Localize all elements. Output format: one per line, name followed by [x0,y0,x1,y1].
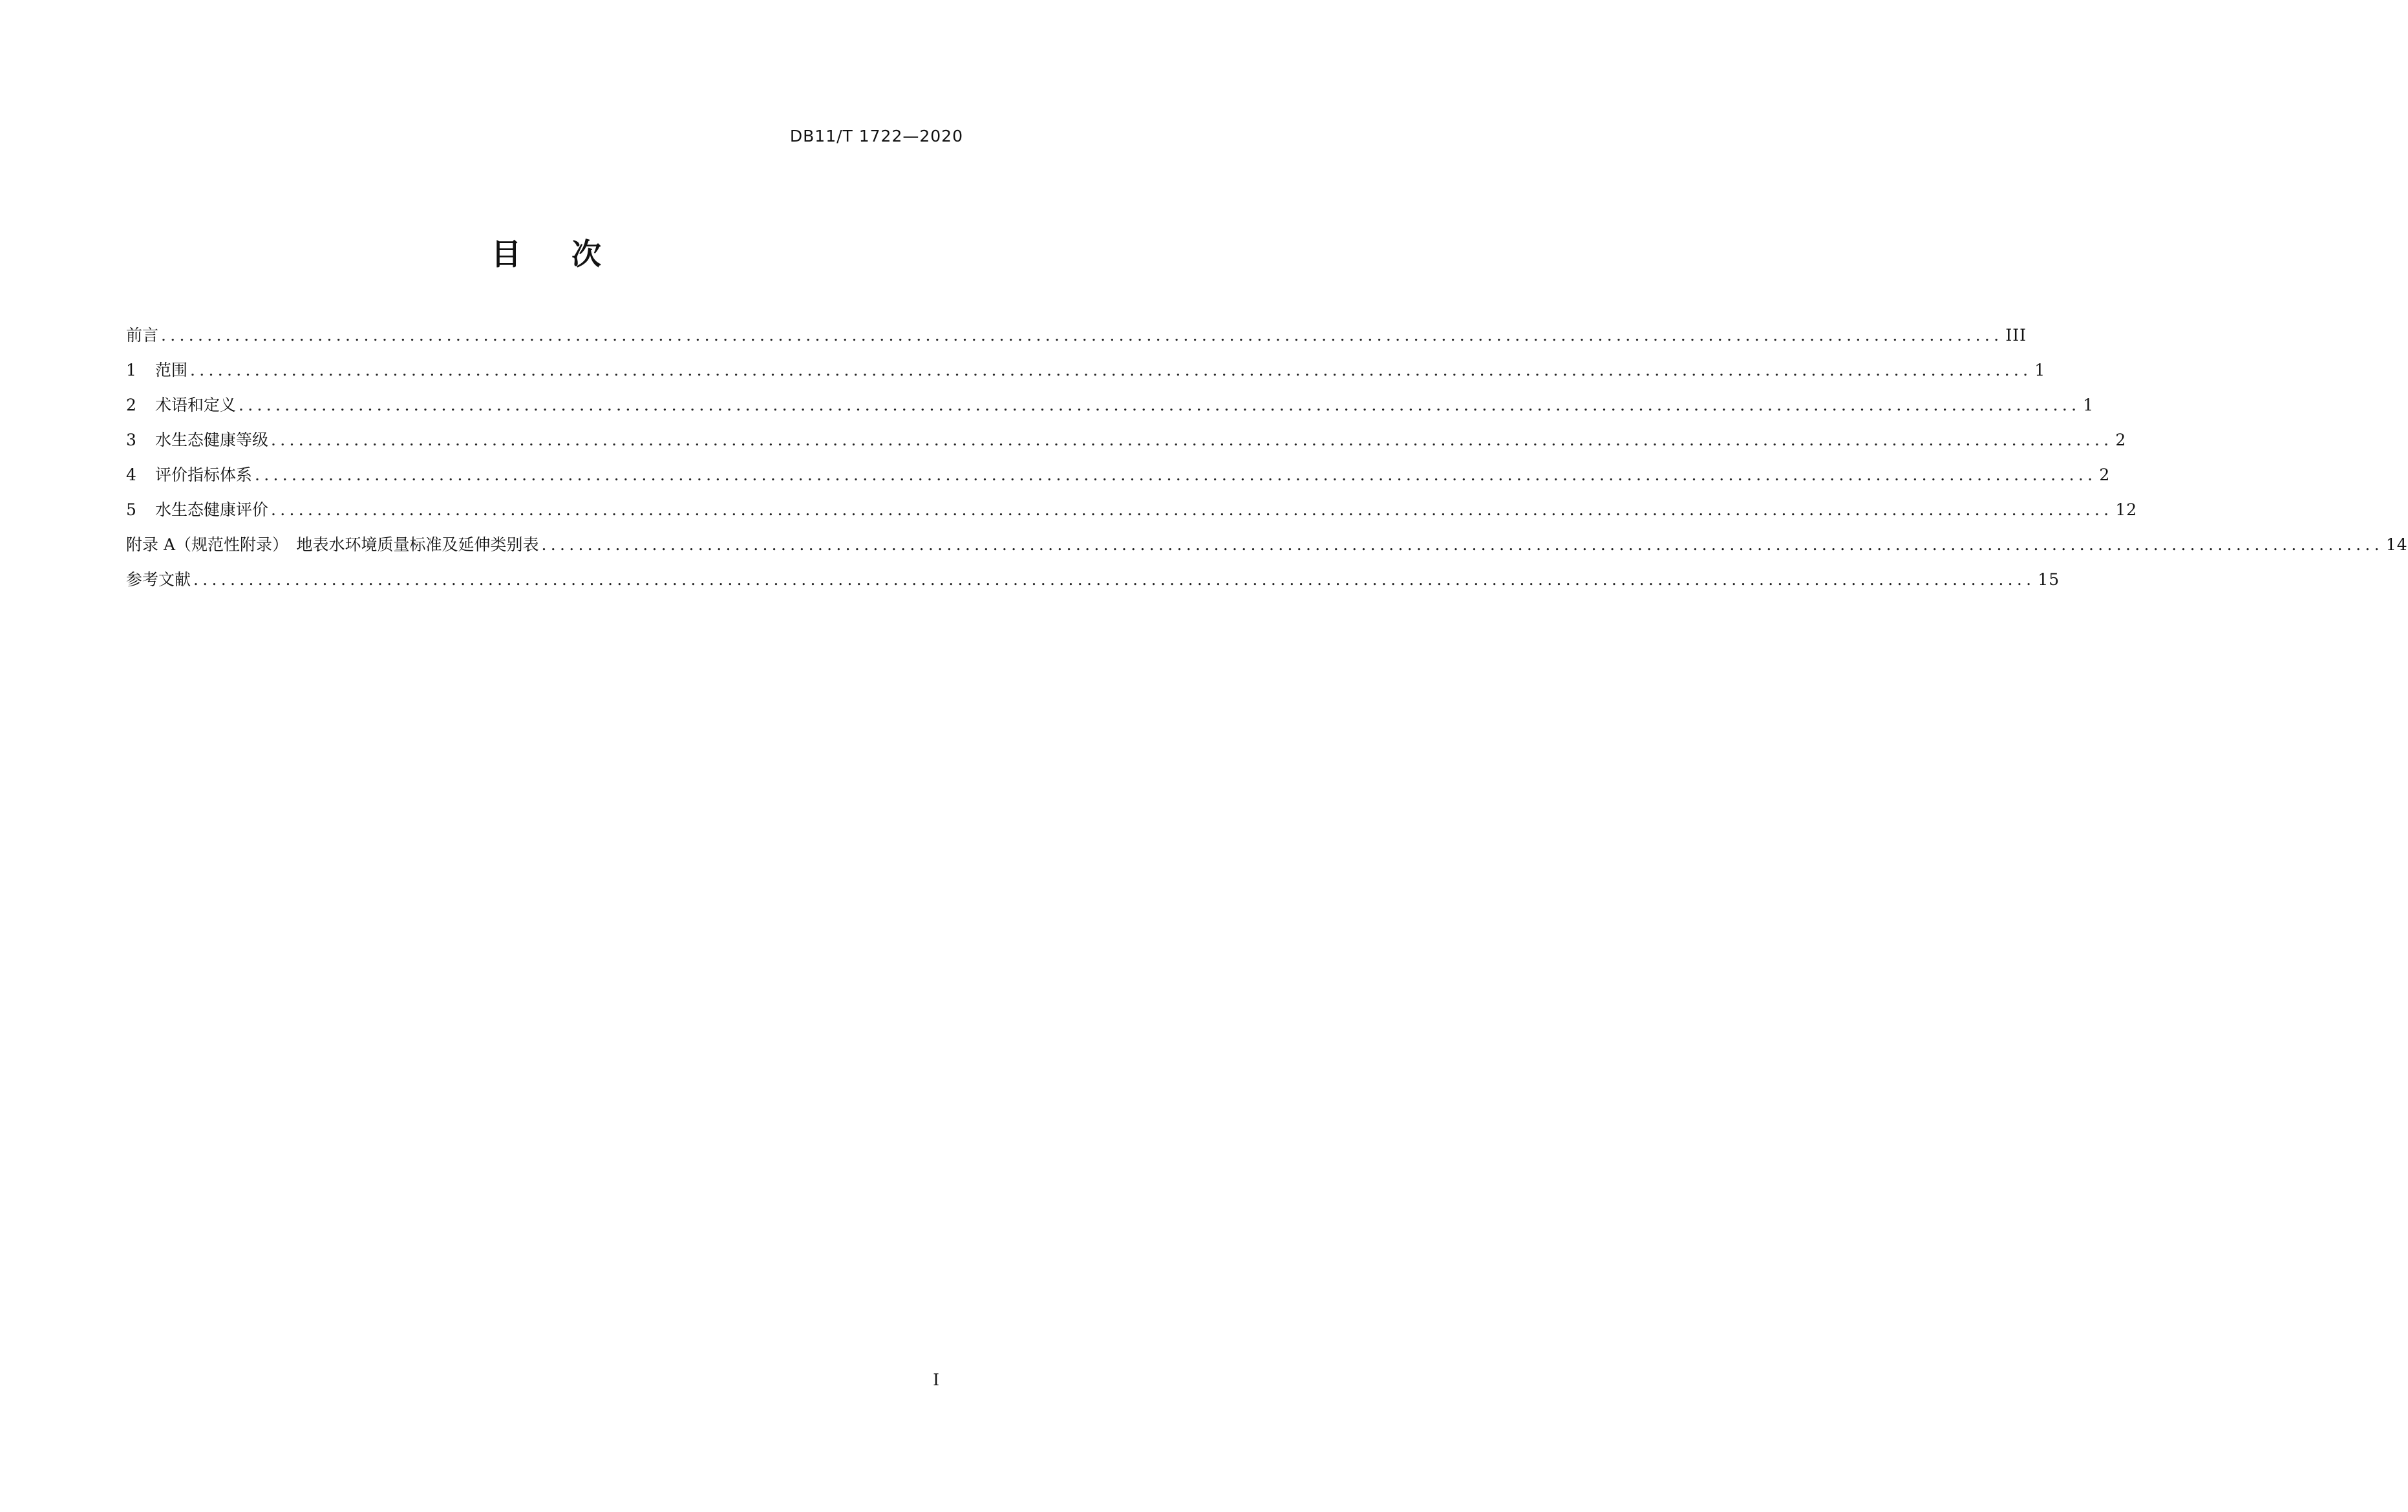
toc-entry-label: 评价指标体系 [155,465,253,484]
toc-entry-label: 参考文献 [126,570,191,589]
page-title-char-1: 目 [491,237,521,272]
page-title-char-2: 次 [571,237,601,272]
toc-entry-label: 水生态健康评价 [155,500,269,519]
toc-entry-page: 14 [2385,535,2408,554]
toc-entry-scope[interactable] [126,353,2046,388]
toc-dot-leader: ........................................................................................................................................................................................................ [541,535,2383,554]
toc-entry-label: 前言 [126,326,159,345]
page-title [0,231,1092,273]
toc-entry-page: 1 [2034,361,2046,379]
toc-entry-health-grade[interactable] [126,423,2127,458]
toc-entry-label: 范围 [155,361,188,379]
toc-entry-number: 5 [126,500,136,519]
toc-dot-leader: ........................................................................................................................................................................................................ [161,326,2003,345]
toc-dot-leader: ........................................................................................................................................................................................................ [271,431,2113,449]
toc-entry-number: 3 [126,431,136,449]
toc-entry-references[interactable] [126,562,2060,597]
document-code: DB11/T 1722—2020 [789,127,963,145]
toc-entry-health-evaluation[interactable] [126,493,2138,527]
toc-entry-number: 2 [126,396,136,414]
table-of-contents [126,318,2408,597]
toc-entry-page: 12 [2115,500,2138,519]
toc-dot-leader: ........................................................................................................................................................................................................ [239,396,2081,414]
toc-entry-indicator-system[interactable] [126,458,2111,493]
toc-entry-label: 水生态健康等级 [155,431,269,449]
toc-entry-foreword[interactable] [126,318,2027,353]
toc-entry-page: III [2005,326,2027,345]
toc-entry-number: 4 [126,465,136,484]
toc-entry-label: 附录 A（规范性附录） 地表水环境质量标准及延伸类别表 [126,535,539,554]
toc-entry-label: 术语和定义 [155,396,237,414]
page-number: I [933,1370,939,1389]
toc-dot-leader: ........................................................................................................................................................................................................ [255,465,2097,484]
toc-entry-number: 1 [126,361,136,379]
toc-entry-terms[interactable] [126,388,2094,423]
toc-dot-leader: ........................................................................................................................................................................................................ [190,361,2032,379]
toc-entry-page: 15 [2038,570,2060,589]
toc-entry-page: 2 [2115,431,2127,449]
toc-entry-page: 2 [2099,465,2111,484]
toc-entry-page: 1 [2083,396,2094,414]
toc-entry-appendix-a[interactable] [126,527,2408,562]
toc-dot-leader: ........................................................................................................................................................................................................ [193,570,2036,589]
toc-dot-leader: ........................................................................................................................................................................................................ [271,500,2113,519]
